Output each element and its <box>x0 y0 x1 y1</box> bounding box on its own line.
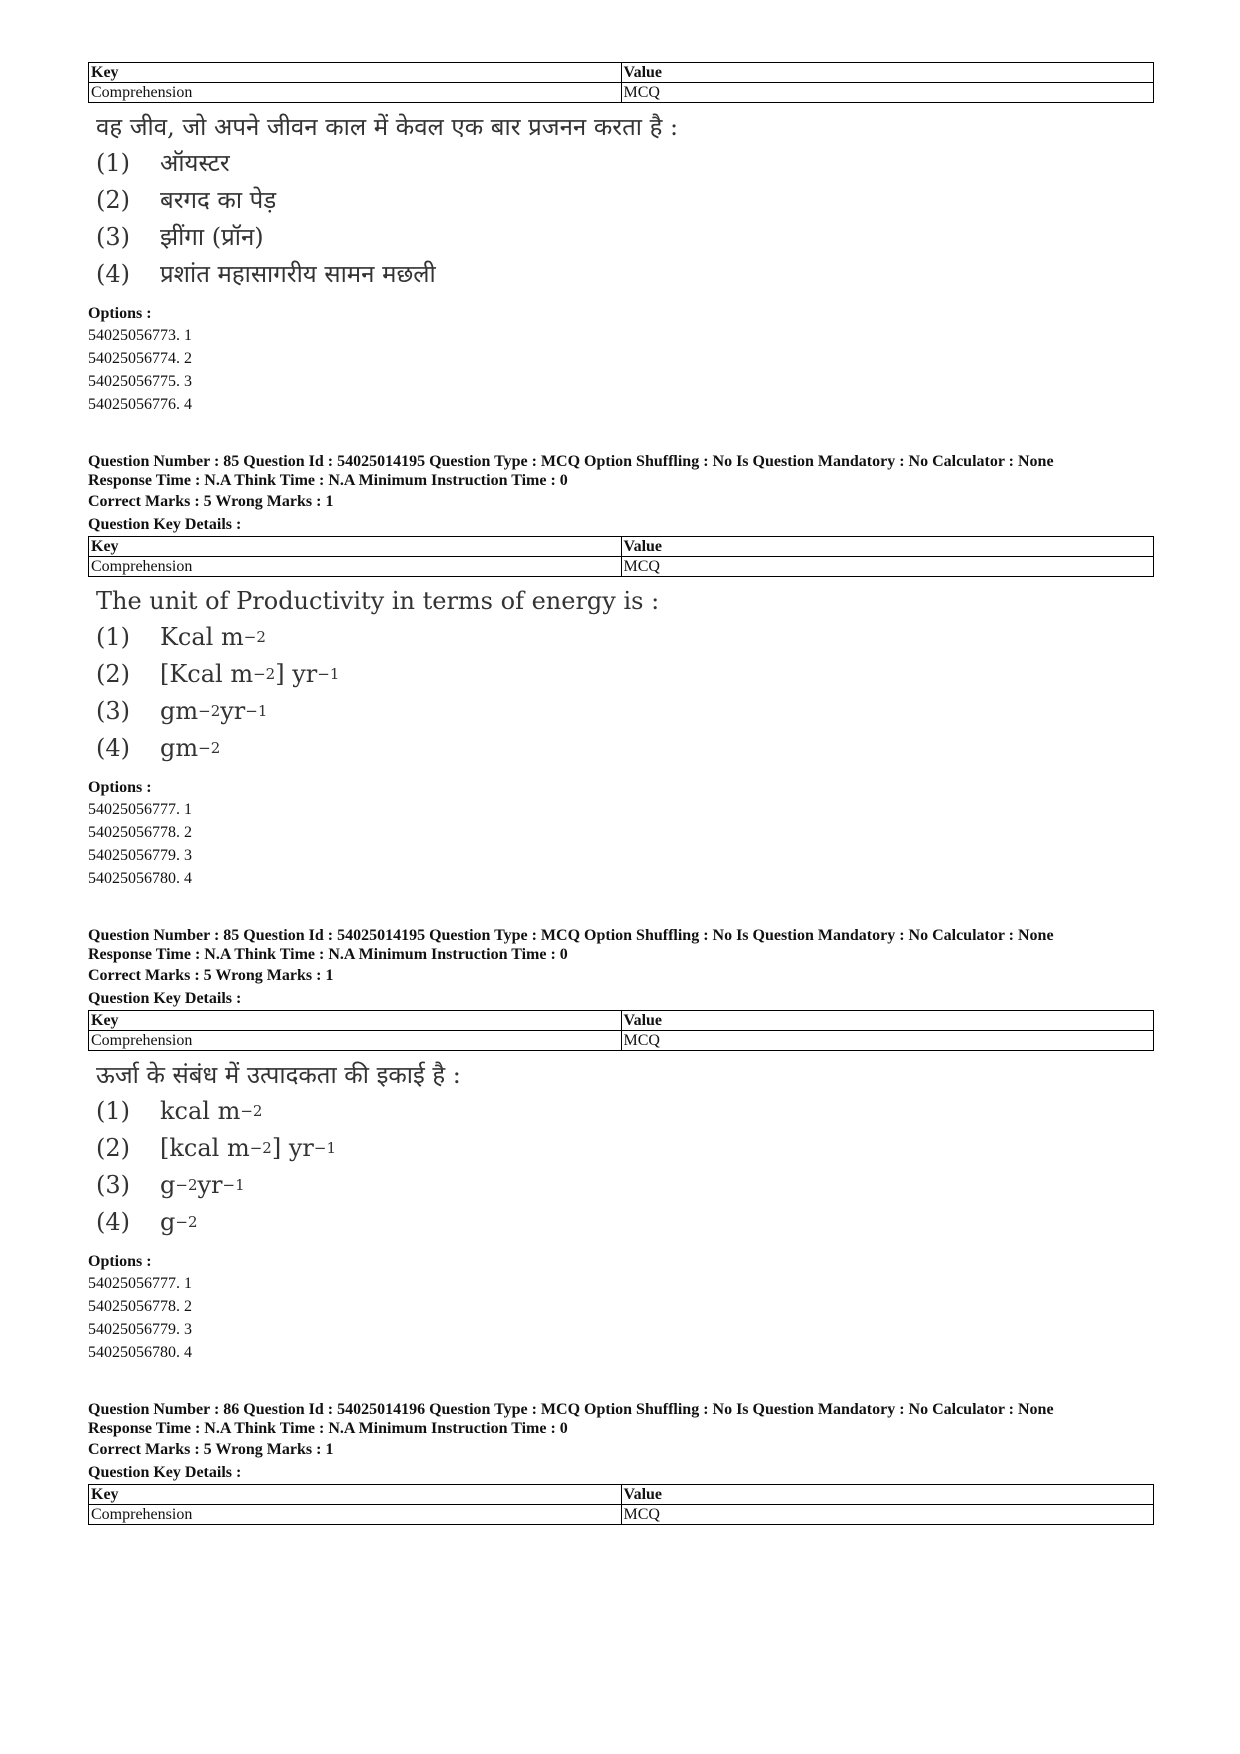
question-stem: The unit of Productivity in terms of energy is : <box>96 587 660 615</box>
document-page <box>88 62 1154 1525</box>
key-details-table <box>88 1010 1154 1051</box>
choice: (2) बरगद का पेड़ <box>96 186 277 214</box>
question-meta-line1: Question Number : 85 Question Id : 54025014195 Question Type : MCQ Option Shuffling : No Is Question Mandatory : No Calculator : None <box>88 453 1054 470</box>
options-label: Options : <box>88 1253 152 1270</box>
question-image <box>96 109 1154 293</box>
key-details-table <box>88 536 1154 577</box>
question-meta <box>88 1400 1154 1438</box>
choice: (2) [Kcal m −2 ] yr −1 <box>96 660 340 688</box>
value-header: Value <box>621 537 1154 557</box>
value-cell: MCQ <box>621 1505 1154 1525</box>
question-key-label: Question Key Details : <box>88 516 242 533</box>
value-header: Value <box>621 1485 1154 1505</box>
question-meta-line1: Question Number : 86 Question Id : 54025014196 Question Type : MCQ Option Shuffling : No Is Question Mandatory : No Calculator : None <box>88 1401 1054 1418</box>
question-image <box>96 583 1154 767</box>
key-details-table <box>88 1484 1154 1525</box>
option-id: 54025056780. 4 <box>88 870 192 887</box>
value-cell: MCQ <box>621 83 1154 103</box>
choice: (4) g −2 <box>96 1208 198 1236</box>
key-header: Key <box>89 63 622 83</box>
question-meta <box>88 452 1154 490</box>
choice: (4) प्रशांत महासागरीय सामन मछली <box>96 260 436 288</box>
question-image <box>96 1057 1154 1241</box>
option-id: 54025056780. 4 <box>88 1344 192 1361</box>
question-meta-line2: Response Time : N.A Think Time : N.A Minimum Instruction Time : 0 <box>88 1420 568 1437</box>
question-stem: वह जीव, जो अपने जीवन काल में केवल एक बार प्रजनन करता है : <box>96 113 679 141</box>
option-id: 54025056777. 1 <box>88 801 192 818</box>
key-cell: Comprehension <box>89 1031 622 1051</box>
option-id: 54025056778. 2 <box>88 824 192 841</box>
options-label: Options : <box>88 305 152 322</box>
value-header: Value <box>621 63 1154 83</box>
question-key-label: Question Key Details : <box>88 990 242 1007</box>
key-cell: Comprehension <box>89 557 622 577</box>
options-label: Options : <box>88 779 152 796</box>
marks-line: Correct Marks : 5 Wrong Marks : 1 <box>88 967 334 984</box>
choice: (4) gm −2 <box>96 734 221 762</box>
question-meta-line2: Response Time : N.A Think Time : N.A Minimum Instruction Time : 0 <box>88 472 568 489</box>
question-meta-line2: Response Time : N.A Think Time : N.A Minimum Instruction Time : 0 <box>88 946 568 963</box>
key-details-table <box>88 62 1154 103</box>
value-cell: MCQ <box>621 557 1154 577</box>
option-id: 54025056774. 2 <box>88 350 192 367</box>
choice: (1) kcal m −2 <box>96 1097 263 1125</box>
value-header: Value <box>621 1011 1154 1031</box>
choice: (3) झींगा (प्रॉन) <box>96 223 264 251</box>
question-meta <box>88 926 1154 964</box>
key-header: Key <box>89 537 622 557</box>
marks-line: Correct Marks : 5 Wrong Marks : 1 <box>88 493 334 510</box>
option-id: 54025056776. 4 <box>88 396 192 413</box>
question-meta-line1: Question Number : 85 Question Id : 54025014195 Question Type : MCQ Option Shuffling : No Is Question Mandatory : No Calculator : None <box>88 927 1054 944</box>
key-header: Key <box>89 1485 622 1505</box>
key-cell: Comprehension <box>89 83 622 103</box>
marks-line: Correct Marks : 5 Wrong Marks : 1 <box>88 1441 334 1458</box>
key-cell: Comprehension <box>89 1505 622 1525</box>
option-id: 54025056778. 2 <box>88 1298 192 1315</box>
choice: (3) g −2 yr −1 <box>96 1171 245 1199</box>
choice: (3) gm −2 yr −1 <box>96 697 268 725</box>
key-header: Key <box>89 1011 622 1031</box>
option-id: 54025056779. 3 <box>88 847 192 864</box>
option-id: 54025056775. 3 <box>88 373 192 390</box>
option-id: 54025056773. 1 <box>88 327 192 344</box>
choice: (1) Kcal m −2 <box>96 623 266 651</box>
question-key-label: Question Key Details : <box>88 1464 242 1481</box>
option-id: 54025056779. 3 <box>88 1321 192 1338</box>
choice: (2) [kcal m −2 ] yr −1 <box>96 1134 336 1162</box>
value-cell: MCQ <box>621 1031 1154 1051</box>
option-id: 54025056777. 1 <box>88 1275 192 1292</box>
question-stem: ऊर्जा के संबंध में उत्पादकता की इकाई है : <box>96 1061 461 1089</box>
choice: (1) ऑयस्टर <box>96 149 230 177</box>
